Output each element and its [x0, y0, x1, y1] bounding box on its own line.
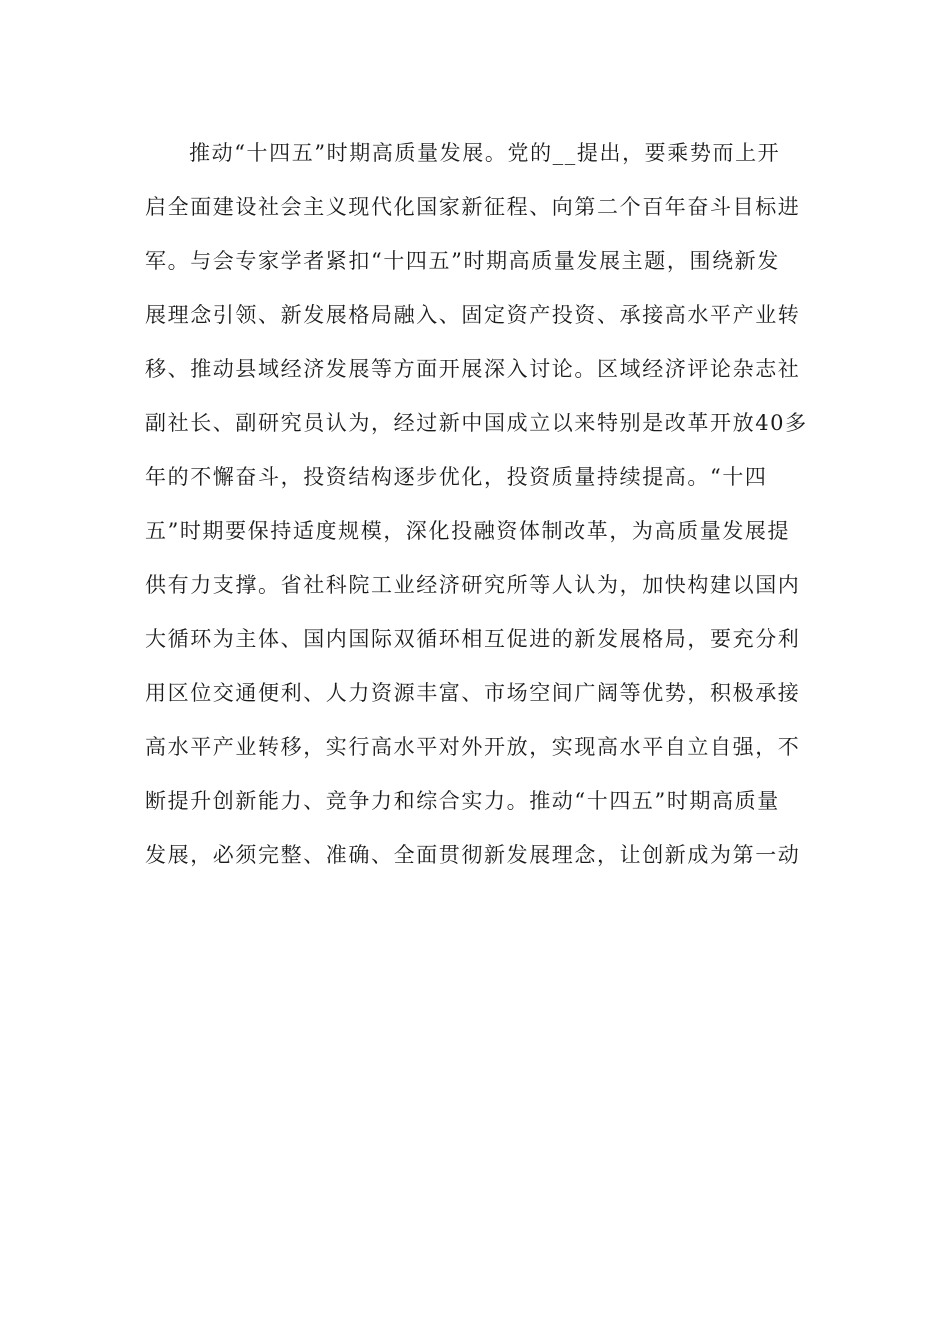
- text-line: 启全面建设社会主义现代化国家新征程、向第二个百年奋斗目标进: [145, 195, 801, 219]
- text-line: 五”时期要保持适度规模，深化投融资体制改革，为高质量发展提: [145, 519, 791, 543]
- text-line: 断提升创新能力、竞争力和综合实力。推动“十四五”时期高质量: [145, 789, 780, 813]
- text-line: 年的不懈奋斗，投资结构逐步优化，投资质量持续提高。“十四: [145, 465, 768, 489]
- text-line: 供有力支撑。省社科院工业经济研究所等人认为，加快构建以国内: [145, 573, 801, 597]
- text-line: 推动“十四五”时期高质量发展。党的__提出，要乘势而上开: [189, 141, 781, 165]
- text-line: 大循环为主体、国内国际双循环相互促进的新发展格局，要充分利: [145, 627, 801, 651]
- body-paragraph: [145, 126, 808, 882]
- text-line: 展理念引领、新发展格局融入、固定资产投资、承接高水平产业转: [145, 303, 801, 327]
- text-line: 高水平产业转移，实行高水平对外开放，实现高水平自立自强，不: [145, 735, 801, 759]
- text-line: 用区位交通便利、人力资源丰富、市场空间广阔等优势，积极承接: [145, 681, 801, 705]
- text-line: 军。与会专家学者紧扣“十四五”时期高质量发展主题，围绕新发: [145, 249, 780, 273]
- text-line: 发展，必须完整、准确、全面贯彻新发展理念，让创新成为第一动: [145, 843, 801, 867]
- text-line: 移、推动县域经济发展等方面开展深入讨论。区域经济评论杂志社: [145, 357, 801, 381]
- text-line: 副社长、副研究员认为，经过新中国成立以来特别是改革开放40多: [145, 411, 808, 435]
